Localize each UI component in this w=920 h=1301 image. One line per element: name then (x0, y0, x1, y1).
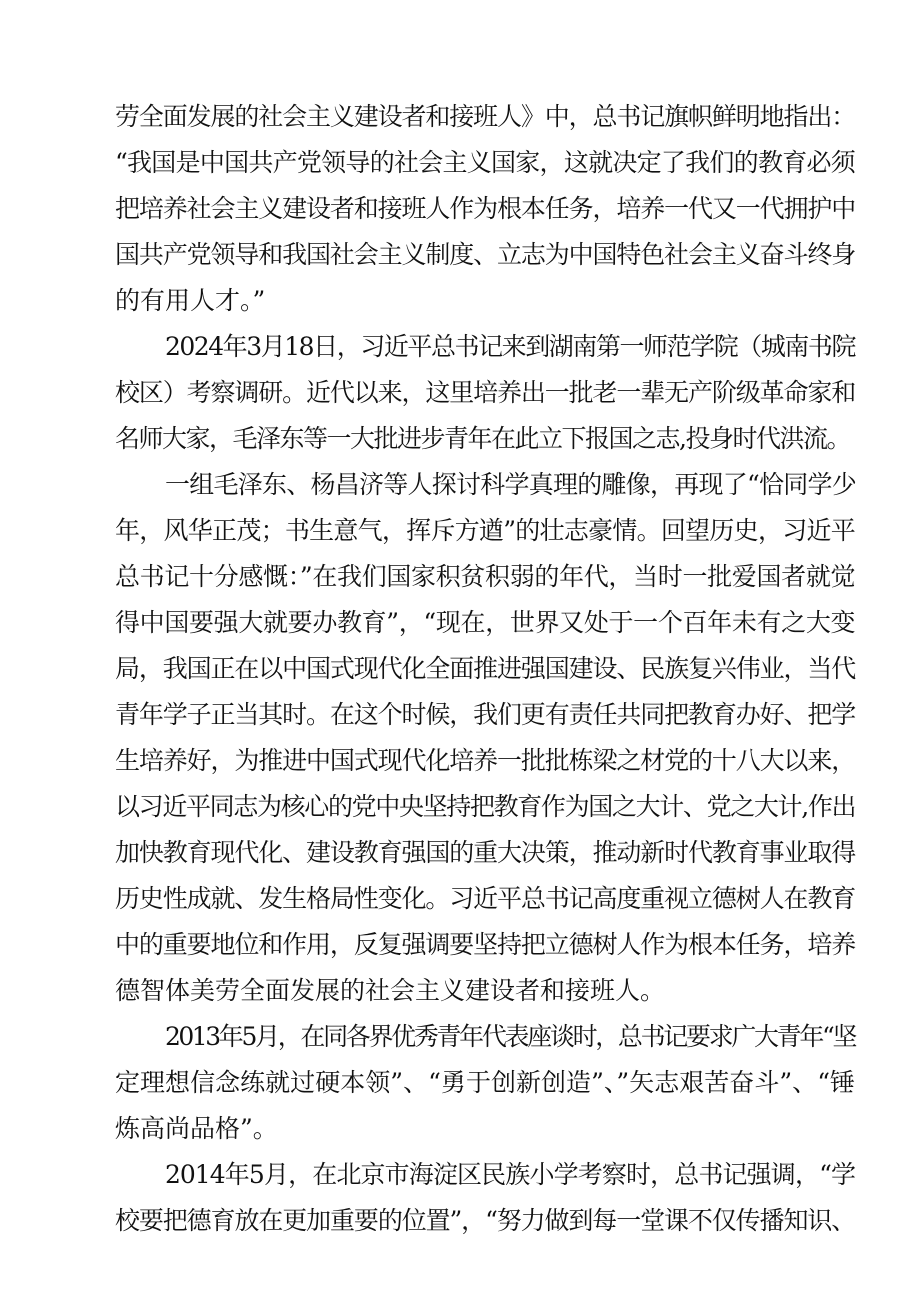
text-line: 校要把德育放在更加重要的位置”，“努力做到每一堂课不仅传播知识、 (115, 1206, 855, 1235)
text-line: 加快教育现代化、建设教育强国的重大决策，推动新时代教育事业取得 (115, 838, 855, 867)
text-line: 历史性成就、发生格局性变化。习近平总书记高度重视立德树人在教育 (115, 884, 855, 913)
document-body (115, 94, 855, 1244)
text-line: 定理想信念练就过硬本领”、“勇于创新创造”、”矢志艰苦奋斗”、“锤 (115, 1068, 855, 1097)
text-line: 2024年3月18日，习近平总书记来到湖南第一师范学院（城南书院 (165, 332, 855, 361)
text-line: 以习近平同志为核心的党中央坚持把教育作为国之大计、党之大计,作出 (115, 792, 855, 821)
text-line: 劳全面发展的社会主义建设者和接班人》中，总书记旗帜鲜明地指出： (115, 102, 855, 131)
text-line: 名师大家，毛泽东等一大批进步青年在此立下报国之志,投身时代洪流。 (115, 424, 850, 453)
text-line: 把培养社会主义建设者和接班人作为根本任务，培养一代又一代拥护中 (115, 194, 855, 223)
text-line: 炼高尚品格”。 (115, 1114, 278, 1143)
text-line: 得中国要强大就要办教育”，“现在，世界又处于一个百年未有之大变 (115, 608, 855, 637)
text-line: 局，我国正在以中国式现代化全面推进强国建设、民族复兴伟业，当代 (115, 654, 855, 683)
text-line: 国共产党领导和我国社会主义制度、立志为中国特色社会主义奋斗终身 (115, 240, 855, 269)
text-line: 中的重要地位和作用，反复强调要坚持把立德树人作为根本任务，培养 (115, 930, 855, 959)
text-line: “我国是中国共产党领导的社会主义国家，这就决定了我们的教育必须 (115, 148, 855, 177)
text-line: 生培养好，为推进中国式现代化培养一批批栋梁之材党的十八大以来， (115, 746, 855, 775)
text-line: 青年学子正当其时。在这个时候，我们更有责任共同把教育办好、把学 (115, 700, 855, 729)
text-line: 年，风华正茂；书生意气，挥斥方遒”的壮志豪情。回望历史，习近平 (115, 516, 855, 545)
text-line: 的有用人才。” (115, 286, 266, 315)
text-line: 总书记十分感慨：”在我们国家积贫积弱的年代，当时一批爱国者就觉 (115, 562, 855, 591)
text-line: 德智体美劳全面发展的社会主义建设者和接班人。 (115, 976, 666, 1005)
text-line: 校区）考察调研。近代以来，这里培养出一批老一辈无产阶级革命家和 (115, 378, 855, 407)
text-line: 一组毛泽东、杨昌济等人探讨科学真理的雕像，再现了“恰同学少 (165, 470, 857, 499)
text-line: 2014年5月，在北京市海淀区民族小学考察时，总书记强调，“学 (165, 1160, 855, 1189)
text-line: 2013年5月，在同各界优秀青年代表座谈时，总书记要求广大青年“坚 (165, 1022, 855, 1051)
